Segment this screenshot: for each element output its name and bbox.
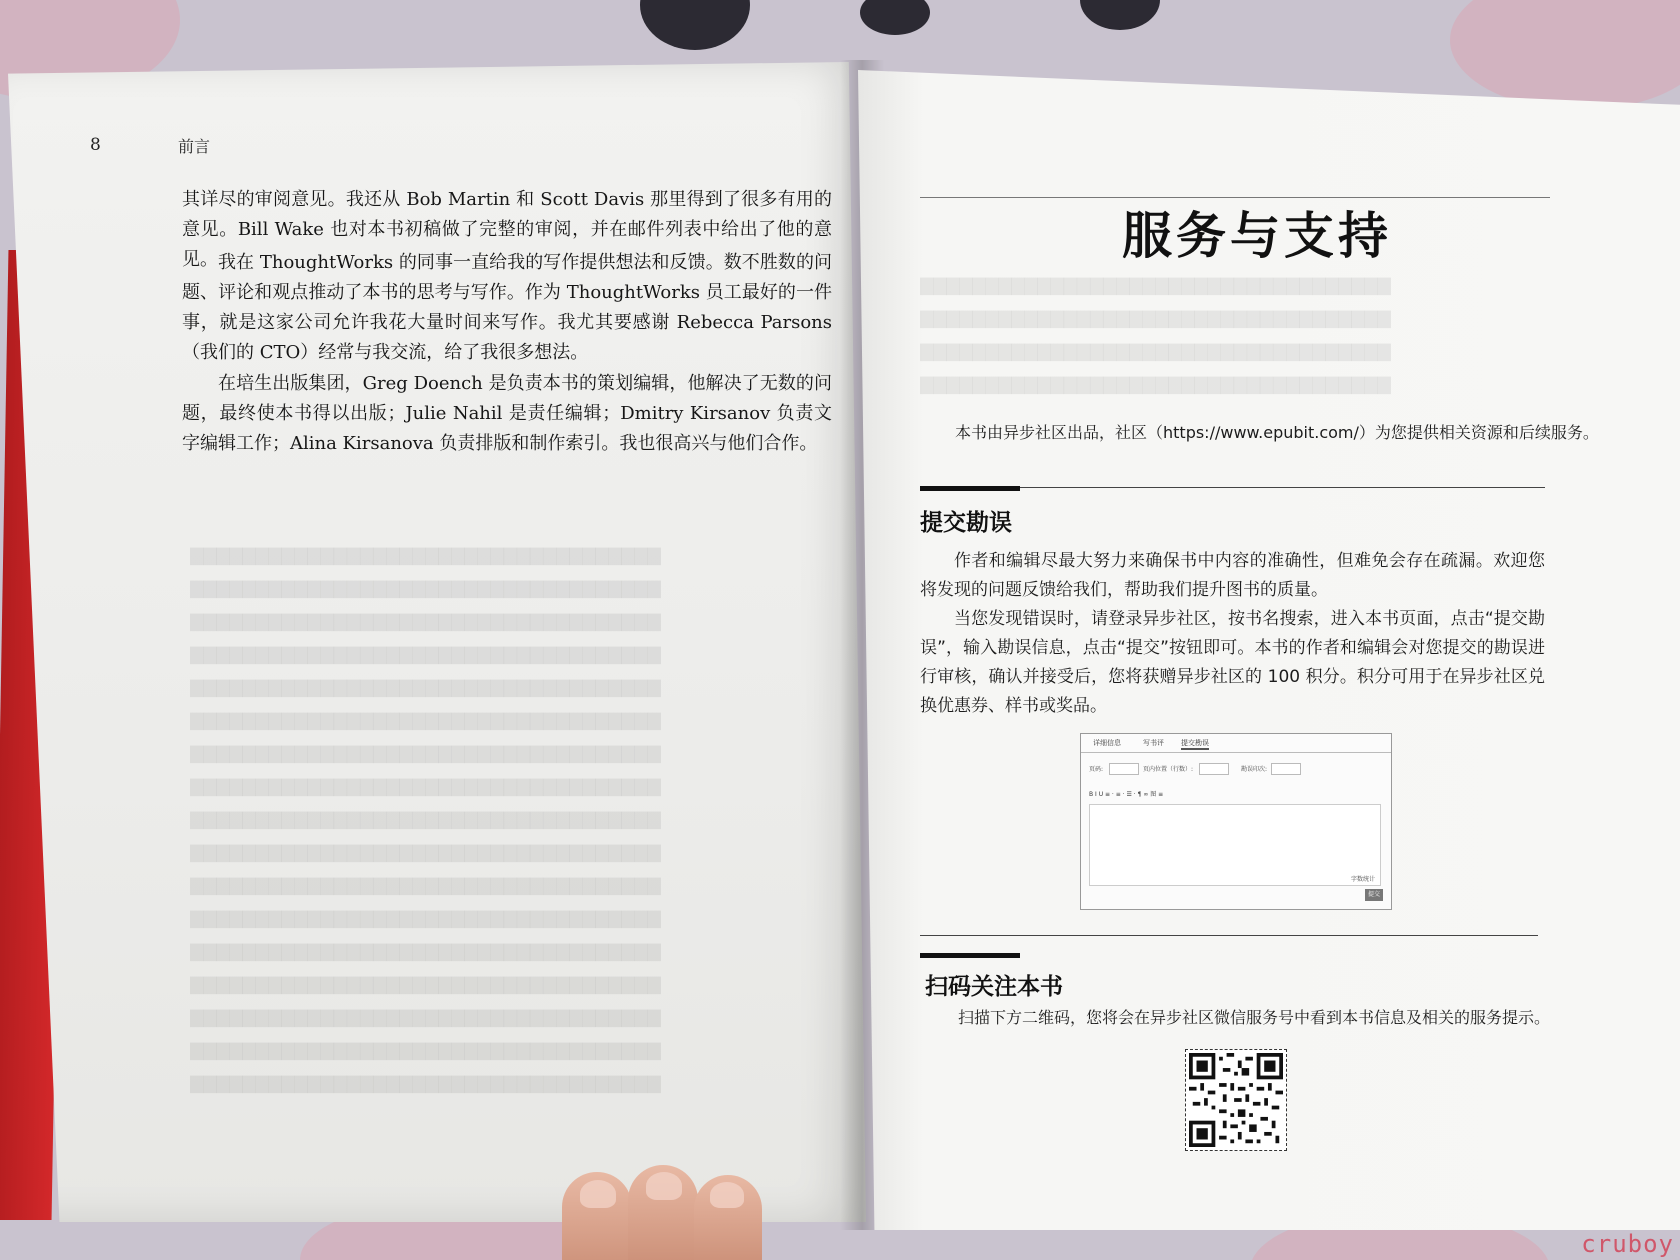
bleed-through-text: ▇▇▇▇▇▇▇▇▇▇▇▇▇▇▇▇▇▇▇▇▇▇▇▇▇▇▇▇▇▇▇▇▇▇▇▇ ▇▇▇▇▇▇▇▇▇▇▇▇▇▇▇▇▇▇▇▇▇▇▇▇▇▇▇▇▇▇▇▇▇▇▇▇ ▇▇▇▇▇▇▇▇▇▇▇▇▇▇▇▇▇▇▇▇▇▇▇▇▇▇▇▇▇▇▇▇▇▇▇▇ ▇▇▇▇▇▇▇▇▇▇▇▇▇▇▇▇▇▇▇▇▇▇▇▇▇▇▇▇▇▇▇▇▇▇▇▇ ▇▇▇▇▇▇▇▇▇▇▇▇▇▇▇▇▇▇▇▇▇▇▇▇▇▇▇▇▇▇▇▇▇▇▇▇ ▇▇▇▇▇▇▇▇▇▇▇▇▇▇▇▇▇▇▇▇▇▇▇▇▇▇▇▇▇▇▇▇▇▇▇▇ ▇▇▇▇▇▇▇▇▇▇▇▇▇▇▇▇▇▇▇▇▇▇▇▇▇▇▇▇▇▇▇▇▇▇▇▇ ▇▇▇▇▇▇▇▇▇▇▇▇▇▇▇▇▇▇▇▇▇▇▇▇▇▇▇▇▇▇▇▇▇▇▇▇ ▇▇▇▇▇▇▇▇▇▇▇▇▇▇▇▇▇▇▇▇▇▇▇▇▇▇▇▇▇▇▇▇▇▇▇▇ ▇▇▇▇▇▇▇▇▇▇▇▇▇▇▇▇▇▇▇▇▇▇▇▇▇▇▇▇▇▇▇▇▇▇▇▇ ▇▇▇▇▇▇▇▇▇▇▇▇▇▇▇▇▇▇▇▇▇▇▇▇▇▇▇▇▇▇▇▇▇▇▇▇ ▇▇▇▇▇▇▇▇▇▇▇▇▇▇▇▇▇▇▇▇▇▇▇▇▇▇▇▇▇▇▇▇▇▇▇▇ ▇▇▇▇▇▇▇▇▇▇▇▇▇▇▇▇▇▇▇▇▇▇▇▇▇▇▇▇▇▇▇▇▇▇▇▇ ▇▇▇▇▇▇▇▇▇▇▇▇▇▇▇▇▇▇▇▇▇▇▇▇▇▇▇▇▇▇▇▇▇▇▇▇ ▇▇▇▇▇▇▇▇▇▇▇▇▇▇▇▇▇▇▇▇▇▇▇▇▇▇▇▇▇▇▇▇▇▇▇▇ ▇▇▇▇▇▇▇▇▇▇▇▇▇▇▇▇▇▇▇▇▇▇▇▇▇▇▇▇▇▇▇▇▇▇▇▇ ▇▇▇▇▇▇▇▇▇▇▇▇▇▇▇▇▇▇▇▇▇▇▇▇▇▇▇▇▇▇▇▇▇▇▇▇	[190, 546, 661, 1094]
section-heading-qr: 扫码关注本书	[925, 974, 1063, 1000]
form-tab-bar	[1081, 734, 1391, 753]
errata-paragraph-2: 当您发现错误时，请登录异步社区，按书名搜索，进入本书页面，点击“提交勘误”，输入勘误信息，点击“提交”按钮即可。本书的作者和编辑会对您提交的勘误进行审核，确认并接受后，您将获赠异步社区的 100 积分。积分可用于在异步社区兑换优惠券、样书或奖品。	[920, 609, 1545, 716]
fabric-dot	[1080, 0, 1160, 30]
qr-code-icon	[1189, 1053, 1283, 1147]
form-tab-errata: 提交勘误	[1181, 738, 1209, 750]
running-head: 前言	[178, 137, 211, 156]
fingernail	[710, 1182, 744, 1208]
intro-text: 本书由异步社区出品，社区（https://www.epubit.com/）为您提供相关资源和后续服务。	[955, 423, 1599, 442]
bleed-through-text: ▇▇▇▇▇▇▇▇▇▇▇▇▇▇▇▇▇▇▇▇▇▇▇▇▇▇▇▇▇▇▇▇▇▇▇▇ ▇▇▇▇▇▇▇▇▇▇▇▇▇▇▇▇▇▇▇▇▇▇▇▇▇▇▇▇▇▇▇▇▇▇▇▇ ▇▇▇▇▇▇▇▇▇▇▇▇▇▇▇▇▇▇▇▇▇▇▇▇▇▇▇▇▇▇▇▇▇▇▇▇ ▇▇▇▇▇▇▇▇▇▇▇▇▇▇▇▇▇▇▇▇▇▇▇▇▇▇▇▇▇▇▇▇▇▇▇▇	[920, 276, 1391, 395]
form-editor-toolbar: B I U ≡ · ≡ · ☰ · ¶ ∞ 图 ≡	[1089, 791, 1164, 798]
errata-paragraph-1: 作者和编辑尽最大努力来确保书中内容的准确性，但难免会存在疏漏。欢迎您将发现的问题反馈给我们，帮助我们提升图书的质量。	[920, 551, 1545, 600]
section-rule-accent	[920, 953, 1020, 958]
form-label-line: 页内位置（行数）:	[1143, 766, 1194, 773]
fingernail	[646, 1172, 682, 1200]
fabric-dot	[640, 0, 750, 50]
section-rule-accent	[920, 486, 1020, 491]
page-title: 服务与支持	[1122, 207, 1392, 265]
fabric-blob	[1450, 0, 1680, 110]
qr-instruction: 扫描下方二维码，您将会在异步社区微信服务号中看到本书信息及相关的服务提示。	[958, 1008, 1551, 1027]
form-label-print: 勘误印次:	[1241, 766, 1268, 773]
form-input-page	[1109, 763, 1139, 775]
errata-form-screenshot	[1080, 733, 1392, 910]
form-tab-details: 详细信息	[1093, 739, 1121, 747]
form-label-page: 页码:	[1089, 766, 1104, 773]
form-tab-review: 写书评	[1143, 739, 1164, 747]
form-word-count: 字数统计	[1351, 876, 1376, 883]
form-submit-button: 提交	[1365, 889, 1383, 901]
form-input-line	[1199, 763, 1229, 775]
page-number: 8	[90, 135, 101, 155]
left-paragraph-2: 我在 ThoughtWorks 的同事一直给我的写作提供想法和反馈。数不胜数的问题、评论和观点推动了本书的思考与写作。作为 ThoughtWorks 员工最好的一件事，就是这家公司允许我花大量时间来写作。我尤其要感谢 Rebecca Parsons（我们的 CTO）经常与我交流，给了我很多想法。	[182, 252, 832, 363]
left-paragraph-3: 在培生出版集团，Greg Doench 是负责本书的策划编辑，他解决了无数的问题，最终使本书得以出版；Julie Nahil 是责任编辑；Dmitry Kirsanov 负责文字编辑工作；Alina Kirsanova 负责排版和制作索引。我也很高兴与他们合作。	[182, 373, 832, 454]
qr-code	[1185, 1049, 1287, 1151]
left-paragraph-1: 其详尽的审阅意见。我还从 Bob Martin 和 Scott Davis 那里得到了很多有用的意见。Bill Wake 也对本书初稿做了完整的审阅，并在邮件列表中给出了他的意见。	[182, 189, 832, 270]
fingernail	[580, 1180, 616, 1208]
form-input-print	[1271, 763, 1301, 775]
section-heading-errata: 提交勘误	[920, 510, 1012, 536]
watermark: cruboy	[1581, 1230, 1674, 1258]
form-editor-area	[1089, 804, 1381, 886]
fabric-dot	[860, 0, 930, 35]
section-rule	[920, 935, 1538, 936]
